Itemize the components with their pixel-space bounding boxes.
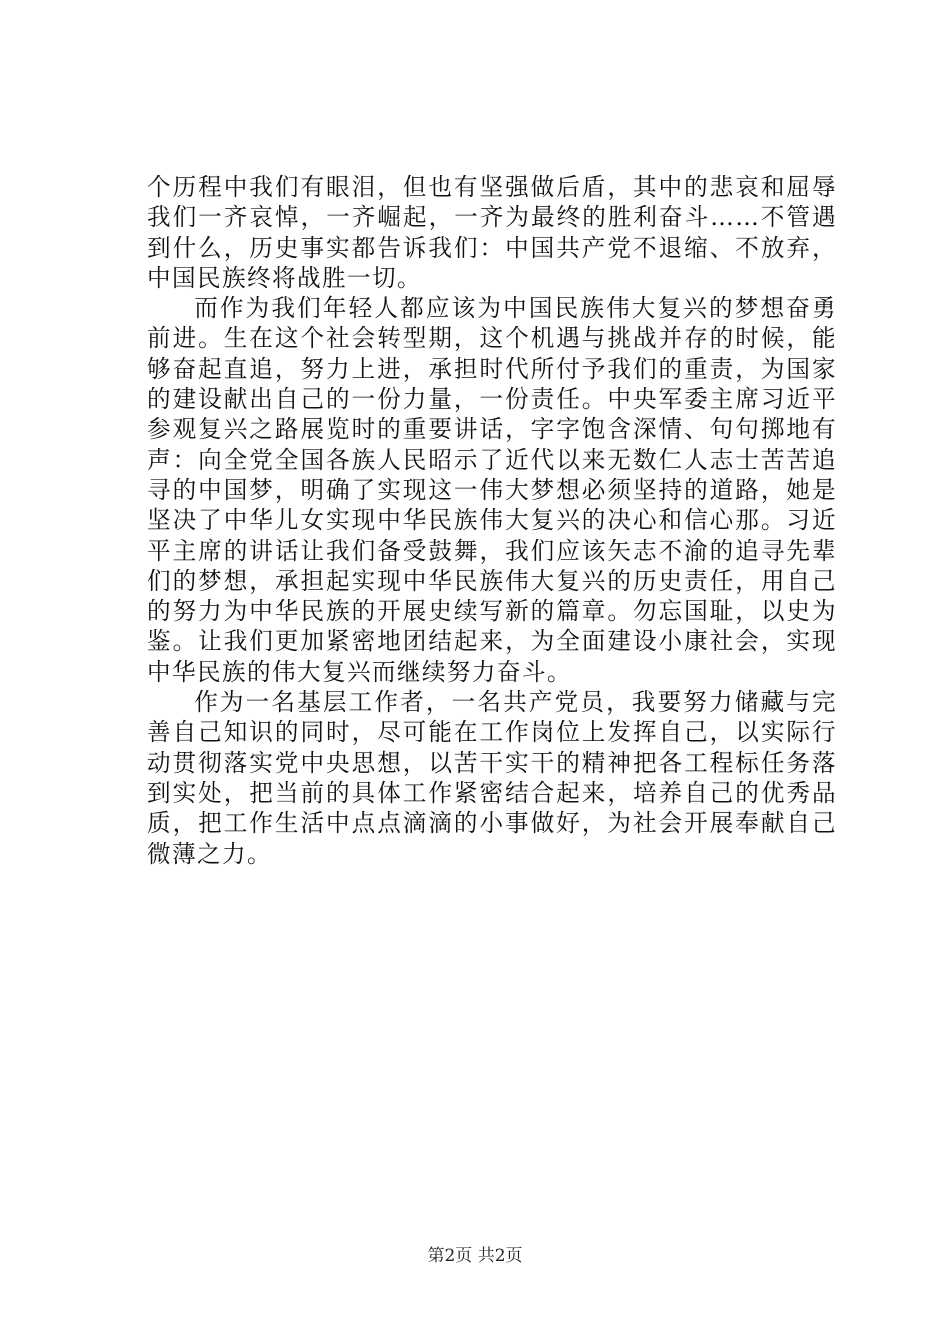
paragraph-youth-dream: 而作为我们年轻人都应该为中国民族伟大复兴的梦想奋勇前进。生在这个社会转型期，这个机遇与挑战并存的时候，能够奋起直追，努力上进，承担时代所付予我们的重责，为国家的建设献出自己的一份力量，一份责任。中央军委主席习近平参观复兴之路展览时的重要讲话，字字饱含深情、句句掷地有声：向全党全国各族人民昭示了近代以来无数仁人志士苦苦追寻的中国梦，明确了实现这一伟大梦想必须坚持的道路，她是坚决了中华儿女实现中华民族伟大复兴的决心和信心那。习近平主席的讲话让我们备受鼓舞，我们应该矢志不渝的追寻先辈们的梦想，承担起实现中华民族伟大复兴的历史责任，用自己的努力为中华民族的开展史续写新的篇章。勿忘国耻，以史为鉴。让我们更加紧密地团结起来，为全面建设小康社会，实现中华民族的伟大复兴而继续努力奋斗。 bbox=[147, 294, 837, 686]
paragraph-continuation: 个历程中我们有眼泪，但也有坚强做后盾，其中的悲哀和屈辱我们一齐哀悼，一齐崛起，一齐为最终的胜利奋斗……不管遇到什么，历史事实都告诉我们：中国共产党不退缩、不放弃，中国民族终将战胜一切。 bbox=[147, 173, 837, 292]
page-number-footer: 第2页 共2页 bbox=[427, 1246, 523, 1266]
paragraph-grassroots-worker: 作为一名基层工作者，一名共产党员，我要努力储藏与完善自己知识的同时，尽可能在工作岗位上发挥自己，以实际行动贯彻落实党中央思想，以苦干实干的精神把各工程标任务落到实处，把当前的具体工作紧密结合起来，培养自己的优秀品质，把工作生活中点点滴滴的小事做好，为社会开展奉献自己微薄之力。 bbox=[147, 688, 837, 868]
document-body bbox=[147, 172, 837, 869]
